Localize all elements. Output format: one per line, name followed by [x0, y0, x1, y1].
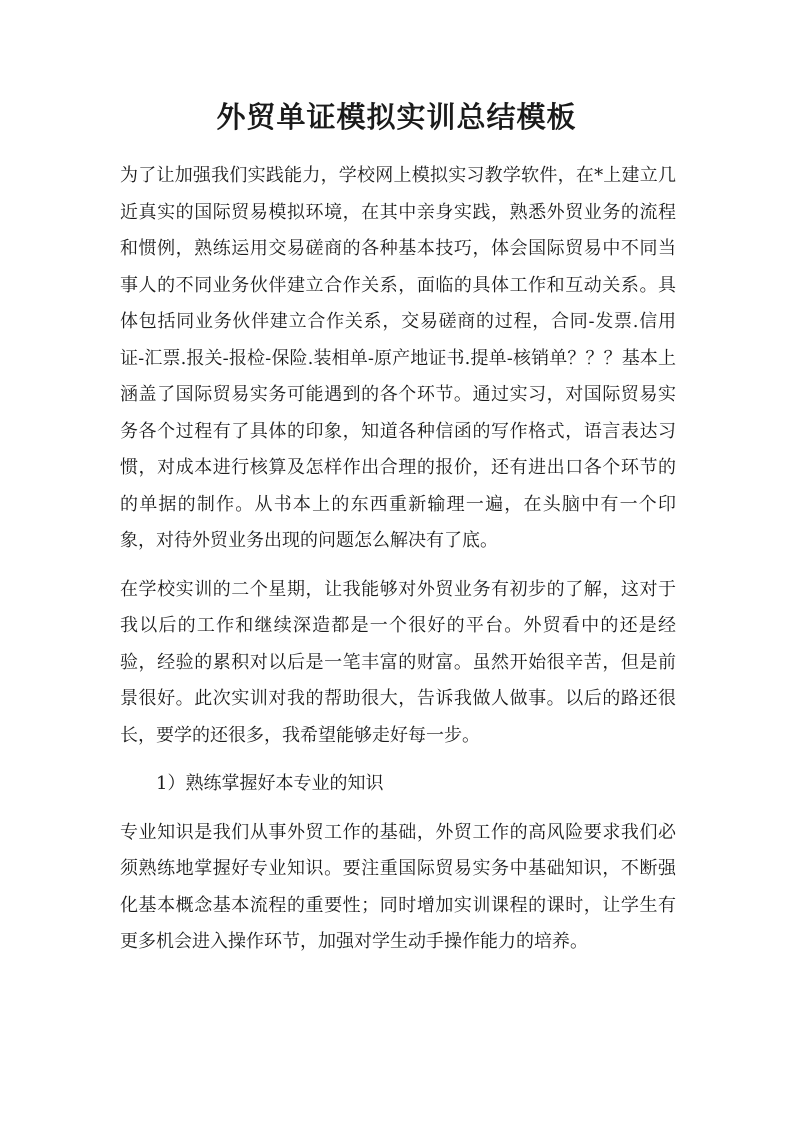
section-heading-1: 1）熟练掌握好本专业的知识 [156, 773, 384, 794]
document-body [120, 158, 676, 973]
document-title: 外贸单证模拟实训总结模板 [216, 100, 577, 134]
paragraph-professional-knowledge: 专业知识是我们从事外贸工作的基础，外贸工作的高风险要求我们必须熟练地掌握好专业知识。要注重国际贸易实务中基础知识，不断强化基本概念基本流程的重要性；同时增加实训课程的课时，让学生有更多机会进入操作环节，加强对学生动手操作能力的培养。 [120, 821, 676, 952]
paragraph-training-experience: 在学校实训的二个星期，让我能够对外贸业务有初步的了解，这对于我以后的工作和继续深造都是一个很好的平台。外贸看中的还是经验，经验的累积对以后是一笔丰富的财富。虽然开始很辛苦，但是前景很好。此次实训对我的帮助很大，告诉我做人做事。以后的路还很长，要学的还很多，我希望能够走好每一步。 [120, 578, 676, 746]
paragraph-intro: 为了让加强我们实践能力，学校网上模拟实习教学软件，在*上建立几近真实的国际贸易模拟环境，在其中亲身实践，熟悉外贸业务的流程和惯例，熟练运用交易磋商的各种基本技巧，体会国际贸易中不同当事人的不同业务伙伴建立合作关系，面临的具体工作和互动关系。具体包括同业务伙伴建立合作关系，交易磋商的过程，合同-发票.信用证-汇票.报关-报检-保险.装相单-原产地证书.提单-核销单？？？基本上涵盖了国际贸易实务可能遇到的各个环节。通过实习，对国际贸易实务各个过程有了具体的印象，知道各种信函的写作格式，语言表达习惯，对成本进行核算及怎样作出合理的报价，还有进出口各个环节的的单据的制作。从书本上的东西重新输理一遍，在头脑中有一个印象，对待外贸业务出现的问题怎么解决有了底。 [120, 165, 676, 551]
